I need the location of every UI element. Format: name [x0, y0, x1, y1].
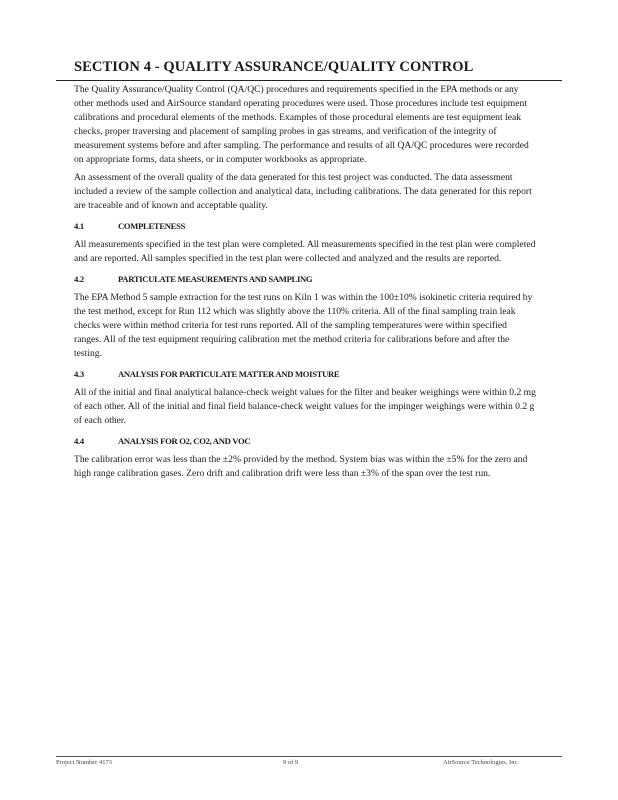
section-number: 4.1: [74, 221, 84, 231]
section-heading-text: PARTICULATE MEASUREMENTS AND SAMPLING: [118, 274, 313, 284]
section-title: SECTION 4 - QUALITY ASSURANCE/QUALITY CONTROL: [74, 59, 474, 75]
section-number: 4.3: [74, 369, 84, 379]
section-number: 4.4: [74, 436, 84, 446]
footer-page-number: 9 of 9: [283, 759, 299, 766]
document-body: [74, 83, 536, 485]
footer-company: AirSource Technologies, Inc.: [443, 759, 519, 766]
footer-project-number: Project Number 4173: [56, 759, 112, 766]
footer-divider: [56, 756, 562, 757]
intro-paragraph-1: The Quality Assurance/Quality Control (QA/QC) procedures and requirements specified in the EPA methods or any other methods used and AirSource standard operating procedures were used. Those procedures include test equipment calibrations and procedural elements of the methods. Examples of those procedural elements are test equipment leak checks, proper traversing and placement of sampling probes in gas streams, and verification of the integrity of measurement systems before and after sampling. The performance and results of all QA/QC procedures were recorded on appropriate forms, data sheets, or in computer workbooks as appropriate.: [74, 84, 529, 165]
section-4-3-heading: [74, 367, 536, 381]
section-4-1-heading: [74, 219, 536, 233]
section-4-1-body: All measurements specified in the test plan were completed. All measurements specified in the test plan were completed and are reported. All samples specified in the test plan were collected and analyzed and the results are reported.: [74, 239, 536, 264]
section-number: 4.2: [74, 274, 84, 284]
section-4-4-heading: [74, 434, 536, 448]
section-4-2-heading: [74, 272, 536, 286]
section-heading-text: ANALYSIS FOR O2, CO2, AND VOC: [118, 436, 251, 446]
section-4-2-body: The EPA Method 5 sample extraction for the test runs on Kiln 1 was within the 100±10% isokinetic criteria required by the test method, except for Run 112 which was slightly above the 110% criteria. All of the final sampling train leak checks were within method criteria for test runs reported. All of the sampling temperatures were within specified ranges. All of the test equipment requiring calibration met the method criteria for calibrations before and after the testing.: [74, 292, 533, 359]
section-heading-text: COMPLETENESS: [118, 221, 186, 231]
section-4-3-body: All of the initial and final analytical balance-check weight values for the filter and beaker weighings were within 0.2 mg of each other. All of the initial and final field balance-check weight values for the impinger weighings were within 0.2 g of each other.: [74, 387, 536, 426]
section-4-4-body: The calibration error was less than the ±2% provided by the method. System bias was within the ±5% for the zero and high range calibration gases. Zero drift and calibration drift were less than ±3% of the span over the test run.: [74, 454, 528, 479]
title-divider: [56, 80, 562, 81]
section-heading-text: ANALYSIS FOR PARTICULATE MATTER AND MOISTURE: [118, 369, 340, 379]
intro-paragraph-2: An assessment of the overall quality of the data generated for this test project was conducted. The data assessment included a review of the sample collection and analytical data, including calibrations. The data generated for this report are traceable and of known and acceptable quality.: [74, 172, 532, 211]
